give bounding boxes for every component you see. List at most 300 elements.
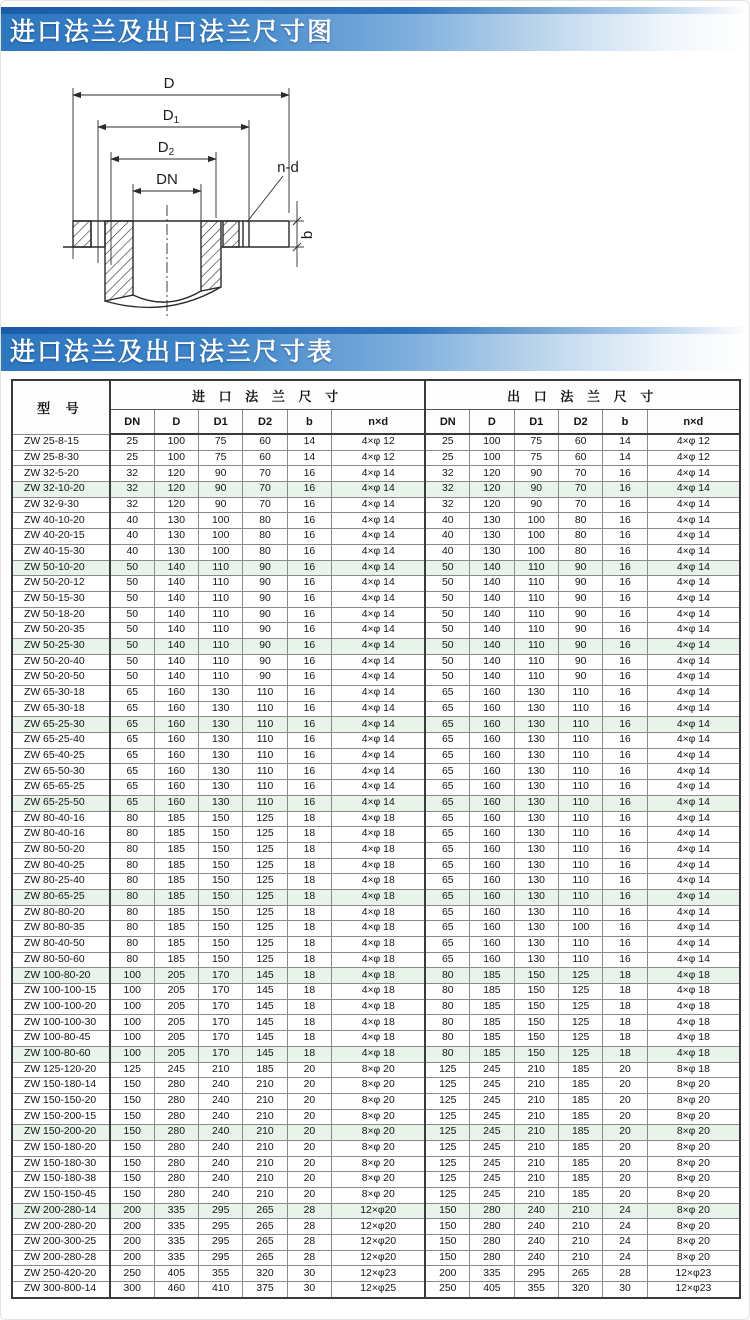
import-d-cell: 205: [154, 968, 198, 984]
table-row: [12, 780, 740, 796]
import-dn-cell: 80: [110, 842, 154, 858]
outlet-dn-cell: 50: [425, 560, 469, 576]
import-b-cell: 18: [287, 937, 331, 953]
outlet-d2-cell: 110: [558, 858, 602, 874]
outlet-d-cell: 245: [470, 1062, 514, 1078]
outlet-nxd-cell: 4×φ 14: [647, 686, 740, 702]
import-dn-cell: 80: [110, 827, 154, 843]
outlet-nxd-cell: 4×φ 14: [647, 529, 740, 545]
table-row: [12, 1156, 740, 1172]
table-row: [12, 733, 740, 749]
outlet-d2-cell: 185: [558, 1078, 602, 1094]
outlet-b-cell: 20: [603, 1140, 647, 1156]
import-dn-cell: 40: [110, 513, 154, 529]
outlet-d-cell: 160: [470, 874, 514, 890]
outlet-d-cell: 245: [470, 1125, 514, 1141]
import-dn-cell: 65: [110, 717, 154, 733]
outlet-nxd-cell: 8×φ 20: [647, 1125, 740, 1141]
import-b-cell: 18: [287, 874, 331, 890]
outlet-nxd-cell: 4×φ 18: [647, 968, 740, 984]
model-cell: ZW 150-180-14: [12, 1078, 110, 1094]
import-d-cell: 140: [154, 638, 198, 654]
outlet-nxd-cell: 4×φ 14: [647, 654, 740, 670]
import-nxd-cell: 4×φ 14: [332, 560, 426, 576]
import-d2-cell: 90: [243, 560, 287, 576]
import-dn-cell: 80: [110, 952, 154, 968]
table-row: [12, 1250, 740, 1266]
import-nxd-cell: 4×φ 18: [332, 905, 426, 921]
import-d1-cell: 130: [199, 733, 243, 749]
import-d-cell: 280: [154, 1125, 198, 1141]
import-d1-cell: 295: [199, 1219, 243, 1235]
model-cell: ZW 150-180-38: [12, 1172, 110, 1188]
outlet-dn-cell: 50: [425, 591, 469, 607]
import-d-cell: 205: [154, 999, 198, 1015]
import-d-cell: 160: [154, 733, 198, 749]
outlet-d-cell: 160: [470, 733, 514, 749]
outlet-d2-cell: 185: [558, 1093, 602, 1109]
import-nxd-cell: 4×φ 14: [332, 733, 426, 749]
column-header-dn-in: DN: [110, 410, 154, 435]
dim-label-nd: n-d: [277, 159, 299, 176]
outlet-b-cell: 24: [603, 1250, 647, 1266]
outlet-d-cell: 160: [470, 889, 514, 905]
import-nxd-cell: 4×φ 18: [332, 842, 426, 858]
outlet-dn-cell: 125: [425, 1172, 469, 1188]
import-d1-cell: 110: [199, 670, 243, 686]
model-cell: ZW 32-5-20: [12, 466, 110, 482]
import-d2-cell: 145: [243, 1046, 287, 1062]
import-d1-cell: 150: [199, 811, 243, 827]
column-header-b-out: b: [603, 410, 647, 435]
outlet-dn-cell: 125: [425, 1156, 469, 1172]
outlet-b-cell: 16: [603, 544, 647, 560]
outlet-d2-cell: 320: [558, 1282, 602, 1298]
import-nxd-cell: 4×φ 14: [332, 748, 426, 764]
import-b-cell: 16: [287, 497, 331, 513]
outlet-b-cell: 24: [603, 1203, 647, 1219]
import-d-cell: 140: [154, 607, 198, 623]
import-d1-cell: 150: [199, 905, 243, 921]
outlet-d1-cell: 355: [514, 1282, 558, 1298]
import-d2-cell: 210: [243, 1140, 287, 1156]
outlet-nxd-cell: 4×φ 18: [647, 1031, 740, 1047]
import-b-cell: 16: [287, 529, 331, 545]
model-cell: ZW 32-9-30: [12, 497, 110, 513]
outlet-d1-cell: 130: [514, 686, 558, 702]
outlet-d2-cell: 265: [558, 1266, 602, 1282]
table-row: [12, 1203, 740, 1219]
import-nxd-cell: 4×φ 18: [332, 999, 426, 1015]
column-header-dn-out: DN: [425, 410, 469, 435]
import-b-cell: 16: [287, 544, 331, 560]
import-nxd-cell: 4×φ 18: [332, 984, 426, 1000]
table-row: [12, 638, 740, 654]
outlet-nxd-cell: 4×φ 14: [647, 638, 740, 654]
model-cell: ZW 250-420-20: [12, 1266, 110, 1282]
outlet-d-cell: 100: [470, 450, 514, 466]
import-dn-cell: 65: [110, 795, 154, 811]
import-nxd-cell: 4×φ 18: [332, 968, 426, 984]
model-cell: ZW 150-180-30: [12, 1156, 110, 1172]
import-d1-cell: 170: [199, 1046, 243, 1062]
table-row: [12, 795, 740, 811]
outlet-b-cell: 16: [603, 701, 647, 717]
import-dn-cell: 32: [110, 466, 154, 482]
outlet-dn-cell: 65: [425, 795, 469, 811]
import-dn-cell: 100: [110, 968, 154, 984]
import-dn-cell: 50: [110, 560, 154, 576]
import-nxd-cell: 8×φ 20: [332, 1078, 426, 1094]
import-d2-cell: 70: [243, 482, 287, 498]
outlet-d1-cell: 130: [514, 905, 558, 921]
outlet-b-cell: 16: [603, 497, 647, 513]
import-b-cell: 18: [287, 827, 331, 843]
outlet-dn-cell: 65: [425, 921, 469, 937]
table-row: [12, 937, 740, 953]
model-cell: ZW 50-20-12: [12, 576, 110, 592]
outlet-b-cell: 18: [603, 1046, 647, 1062]
import-d1-cell: 410: [199, 1282, 243, 1298]
outlet-d1-cell: 130: [514, 827, 558, 843]
outlet-d2-cell: 125: [558, 1046, 602, 1062]
import-d1-cell: 150: [199, 937, 243, 953]
outlet-b-cell: 20: [603, 1093, 647, 1109]
outlet-d1-cell: 110: [514, 560, 558, 576]
outlet-b-cell: 16: [603, 780, 647, 796]
outlet-nxd-cell: 8×φ 20: [647, 1140, 740, 1156]
import-b-cell: 18: [287, 984, 331, 1000]
import-d1-cell: 110: [199, 623, 243, 639]
import-b-cell: 16: [287, 701, 331, 717]
outlet-d-cell: 335: [470, 1266, 514, 1282]
import-nxd-cell: 4×φ 14: [332, 670, 426, 686]
import-dn-cell: 150: [110, 1140, 154, 1156]
import-dn-cell: 50: [110, 607, 154, 623]
outlet-d2-cell: 125: [558, 968, 602, 984]
import-d1-cell: 240: [199, 1093, 243, 1109]
import-d-cell: 160: [154, 780, 198, 796]
outlet-b-cell: 24: [603, 1235, 647, 1251]
import-nxd-cell: 4×φ 14: [332, 623, 426, 639]
import-nxd-cell: 4×φ 14: [332, 529, 426, 545]
table-row: [12, 827, 740, 843]
import-dn-cell: 40: [110, 544, 154, 560]
outlet-d1-cell: 130: [514, 874, 558, 890]
import-d1-cell: 170: [199, 984, 243, 1000]
outlet-dn-cell: 65: [425, 905, 469, 921]
import-d2-cell: 125: [243, 827, 287, 843]
import-d2-cell: 210: [243, 1188, 287, 1204]
outlet-nxd-cell: 8×φ 20: [647, 1172, 740, 1188]
import-nxd-cell: 4×φ 14: [332, 795, 426, 811]
outlet-dn-cell: 32: [425, 497, 469, 513]
import-d-cell: 185: [154, 937, 198, 953]
outlet-d-cell: 280: [470, 1235, 514, 1251]
import-dn-cell: 100: [110, 1046, 154, 1062]
import-d-cell: 185: [154, 811, 198, 827]
outlet-d1-cell: 295: [514, 1266, 558, 1282]
import-d-cell: 130: [154, 513, 198, 529]
import-nxd-cell: 12×φ23: [332, 1266, 426, 1282]
model-cell: ZW 100-80-60: [12, 1046, 110, 1062]
import-d2-cell: 110: [243, 686, 287, 702]
import-d-cell: 140: [154, 623, 198, 639]
flange-table-body: [12, 434, 740, 1298]
outlet-d-cell: 160: [470, 764, 514, 780]
outlet-d1-cell: 150: [514, 999, 558, 1015]
outlet-dn-cell: 65: [425, 764, 469, 780]
outlet-b-cell: 14: [603, 450, 647, 466]
import-nxd-cell: 4×φ 14: [332, 482, 426, 498]
outlet-dn-cell: 65: [425, 701, 469, 717]
table-row: [12, 1015, 740, 1031]
model-cell: ZW 300-800-14: [12, 1282, 110, 1298]
outlet-nxd-cell: 4×φ 18: [647, 984, 740, 1000]
import-dn-cell: 80: [110, 874, 154, 890]
outlet-d2-cell: 110: [558, 764, 602, 780]
import-d2-cell: 60: [243, 450, 287, 466]
import-d-cell: 280: [154, 1140, 198, 1156]
import-nxd-cell: 4×φ 14: [332, 591, 426, 607]
import-d1-cell: 75: [199, 450, 243, 466]
import-d2-cell: 90: [243, 591, 287, 607]
model-cell: ZW 80-50-20: [12, 842, 110, 858]
import-nxd-cell: 4×φ 12: [332, 450, 426, 466]
table-row: [12, 529, 740, 545]
import-d1-cell: 75: [199, 434, 243, 450]
outlet-d2-cell: 110: [558, 952, 602, 968]
import-dn-cell: 300: [110, 1282, 154, 1298]
table-row: [12, 717, 740, 733]
model-cell: ZW 150-200-20: [12, 1125, 110, 1141]
outlet-d-cell: 185: [470, 984, 514, 1000]
dim-label-DN: DN: [156, 171, 178, 188]
import-d1-cell: 90: [199, 482, 243, 498]
outlet-b-cell: 16: [603, 482, 647, 498]
outlet-d-cell: 185: [470, 999, 514, 1015]
model-cell: ZW 50-15-30: [12, 591, 110, 607]
outlet-d-cell: 245: [470, 1093, 514, 1109]
import-d-cell: 280: [154, 1078, 198, 1094]
model-cell: ZW 100-100-15: [12, 984, 110, 1000]
import-d1-cell: 130: [199, 748, 243, 764]
outlet-d1-cell: 240: [514, 1250, 558, 1266]
import-nxd-cell: 4×φ 14: [332, 764, 426, 780]
import-d1-cell: 150: [199, 842, 243, 858]
outlet-dn-cell: 125: [425, 1078, 469, 1094]
import-dn-cell: 80: [110, 937, 154, 953]
import-d1-cell: 110: [199, 638, 243, 654]
outlet-dn-cell: 65: [425, 717, 469, 733]
import-nxd-cell: 12×φ25: [332, 1282, 426, 1298]
outlet-nxd-cell: 4×φ 14: [647, 780, 740, 796]
import-b-cell: 18: [287, 921, 331, 937]
import-b-cell: 16: [287, 686, 331, 702]
outlet-d-cell: 245: [470, 1172, 514, 1188]
import-d2-cell: 70: [243, 497, 287, 513]
outlet-b-cell: 16: [603, 874, 647, 890]
import-d-cell: 140: [154, 670, 198, 686]
import-dn-cell: 80: [110, 921, 154, 937]
import-b-cell: 16: [287, 482, 331, 498]
import-nxd-cell: 8×φ 20: [332, 1156, 426, 1172]
column-header-nxd-in: n×d: [332, 410, 426, 435]
outlet-nxd-cell: 12×φ23: [647, 1282, 740, 1298]
outlet-d2-cell: 90: [558, 654, 602, 670]
model-cell: ZW 200-280-28: [12, 1250, 110, 1266]
outlet-d2-cell: 80: [558, 513, 602, 529]
outlet-d2-cell: 90: [558, 560, 602, 576]
outlet-d1-cell: 130: [514, 842, 558, 858]
outlet-d-cell: 160: [470, 701, 514, 717]
outlet-d-cell: 280: [470, 1219, 514, 1235]
table-row: [12, 466, 740, 482]
import-d-cell: 185: [154, 952, 198, 968]
outlet-dn-cell: 150: [425, 1219, 469, 1235]
outlet-nxd-cell: 12×φ23: [647, 1266, 740, 1282]
table-row: [12, 544, 740, 560]
outlet-nxd-cell: 8×φ 20: [647, 1093, 740, 1109]
outlet-dn-cell: 80: [425, 1046, 469, 1062]
import-nxd-cell: 4×φ 12: [332, 434, 426, 450]
table-row: [12, 1125, 740, 1141]
import-b-cell: 18: [287, 1046, 331, 1062]
model-cell: ZW 200-280-20: [12, 1219, 110, 1235]
import-d1-cell: 150: [199, 889, 243, 905]
outlet-nxd-cell: 4×φ 18: [647, 999, 740, 1015]
model-cell: ZW 80-25-40: [12, 874, 110, 890]
import-d2-cell: 125: [243, 952, 287, 968]
model-cell: ZW 50-18-20: [12, 607, 110, 623]
outlet-dn-cell: 65: [425, 937, 469, 953]
table-row: [12, 842, 740, 858]
import-d1-cell: 150: [199, 858, 243, 874]
outlet-dn-cell: 150: [425, 1250, 469, 1266]
outlet-d-cell: 130: [470, 529, 514, 545]
outlet-dn-cell: 65: [425, 733, 469, 749]
outlet-d1-cell: 150: [514, 968, 558, 984]
outlet-d-cell: 405: [470, 1282, 514, 1298]
outlet-dn-cell: 125: [425, 1093, 469, 1109]
import-d2-cell: 145: [243, 1031, 287, 1047]
import-b-cell: 20: [287, 1093, 331, 1109]
table-row: [12, 513, 740, 529]
outlet-d1-cell: 210: [514, 1156, 558, 1172]
outlet-d2-cell: 110: [558, 701, 602, 717]
outlet-d2-cell: 210: [558, 1250, 602, 1266]
outlet-d2-cell: 110: [558, 748, 602, 764]
outlet-b-cell: 16: [603, 748, 647, 764]
import-d2-cell: 210: [243, 1078, 287, 1094]
import-b-cell: 28: [287, 1203, 331, 1219]
table-row: [12, 984, 740, 1000]
model-cell: ZW 40-15-30: [12, 544, 110, 560]
import-d-cell: 185: [154, 874, 198, 890]
model-cell: ZW 100-80-20: [12, 968, 110, 984]
import-d1-cell: 130: [199, 686, 243, 702]
outlet-dn-cell: 65: [425, 811, 469, 827]
table-row: [12, 811, 740, 827]
import-dn-cell: 200: [110, 1235, 154, 1251]
import-b-cell: 28: [287, 1219, 331, 1235]
import-d1-cell: 150: [199, 827, 243, 843]
outlet-b-cell: 20: [603, 1062, 647, 1078]
import-b-cell: 16: [287, 466, 331, 482]
import-b-cell: 20: [287, 1109, 331, 1125]
import-b-cell: 18: [287, 968, 331, 984]
outlet-b-cell: 18: [603, 968, 647, 984]
outlet-nxd-cell: 4×φ 14: [647, 858, 740, 874]
model-cell: ZW 25-8-30: [12, 450, 110, 466]
outlet-d1-cell: 210: [514, 1125, 558, 1141]
import-d2-cell: 265: [243, 1203, 287, 1219]
import-dn-cell: 32: [110, 497, 154, 513]
outlet-d2-cell: 90: [558, 576, 602, 592]
outlet-d2-cell: 110: [558, 937, 602, 953]
outlet-d-cell: 245: [470, 1109, 514, 1125]
table-row: [12, 450, 740, 466]
outlet-nxd-cell: 4×φ 14: [647, 874, 740, 890]
import-dn-cell: 125: [110, 1062, 154, 1078]
outlet-d2-cell: 70: [558, 482, 602, 498]
outlet-d2-cell: 80: [558, 529, 602, 545]
outlet-nxd-cell: 8×φ 20: [647, 1219, 740, 1235]
outlet-d2-cell: 185: [558, 1140, 602, 1156]
outlet-nxd-cell: 4×φ 14: [647, 576, 740, 592]
outlet-d-cell: 185: [470, 1015, 514, 1031]
table-row: [12, 591, 740, 607]
model-cell: ZW 65-25-30: [12, 717, 110, 733]
table-row: [12, 434, 740, 450]
import-b-cell: 20: [287, 1125, 331, 1141]
table-sub-header-row: [12, 410, 740, 435]
import-b-cell: 18: [287, 1031, 331, 1047]
import-d1-cell: 170: [199, 1015, 243, 1031]
import-d2-cell: 70: [243, 466, 287, 482]
import-b-cell: 18: [287, 842, 331, 858]
import-nxd-cell: 4×φ 14: [332, 686, 426, 702]
import-d2-cell: 145: [243, 999, 287, 1015]
outlet-b-cell: 20: [603, 1156, 647, 1172]
import-b-cell: 18: [287, 889, 331, 905]
import-nxd-cell: 4×φ 14: [332, 607, 426, 623]
import-nxd-cell: 4×φ 14: [332, 497, 426, 513]
import-dn-cell: 150: [110, 1109, 154, 1125]
import-d2-cell: 185: [243, 1062, 287, 1078]
outlet-d2-cell: 210: [558, 1203, 602, 1219]
outlet-nxd-cell: 8×φ 20: [647, 1156, 740, 1172]
import-d-cell: 280: [154, 1109, 198, 1125]
import-d1-cell: 240: [199, 1172, 243, 1188]
import-dn-cell: 32: [110, 482, 154, 498]
model-cell: ZW 32-10-20: [12, 482, 110, 498]
import-b-cell: 30: [287, 1282, 331, 1298]
import-d2-cell: 375: [243, 1282, 287, 1298]
import-d1-cell: 90: [199, 466, 243, 482]
import-d2-cell: 90: [243, 576, 287, 592]
column-header-d-out: D: [470, 410, 514, 435]
outlet-d1-cell: 130: [514, 937, 558, 953]
outlet-nxd-cell: 4×φ 14: [647, 937, 740, 953]
import-d1-cell: 295: [199, 1235, 243, 1251]
dim-label-D2: $D_2$: [157, 139, 175, 158]
outlet-d1-cell: 90: [514, 482, 558, 498]
import-nxd-cell: 4×φ 18: [332, 952, 426, 968]
import-d2-cell: 110: [243, 795, 287, 811]
import-nxd-cell: 4×φ 18: [332, 827, 426, 843]
import-d2-cell: 145: [243, 1015, 287, 1031]
